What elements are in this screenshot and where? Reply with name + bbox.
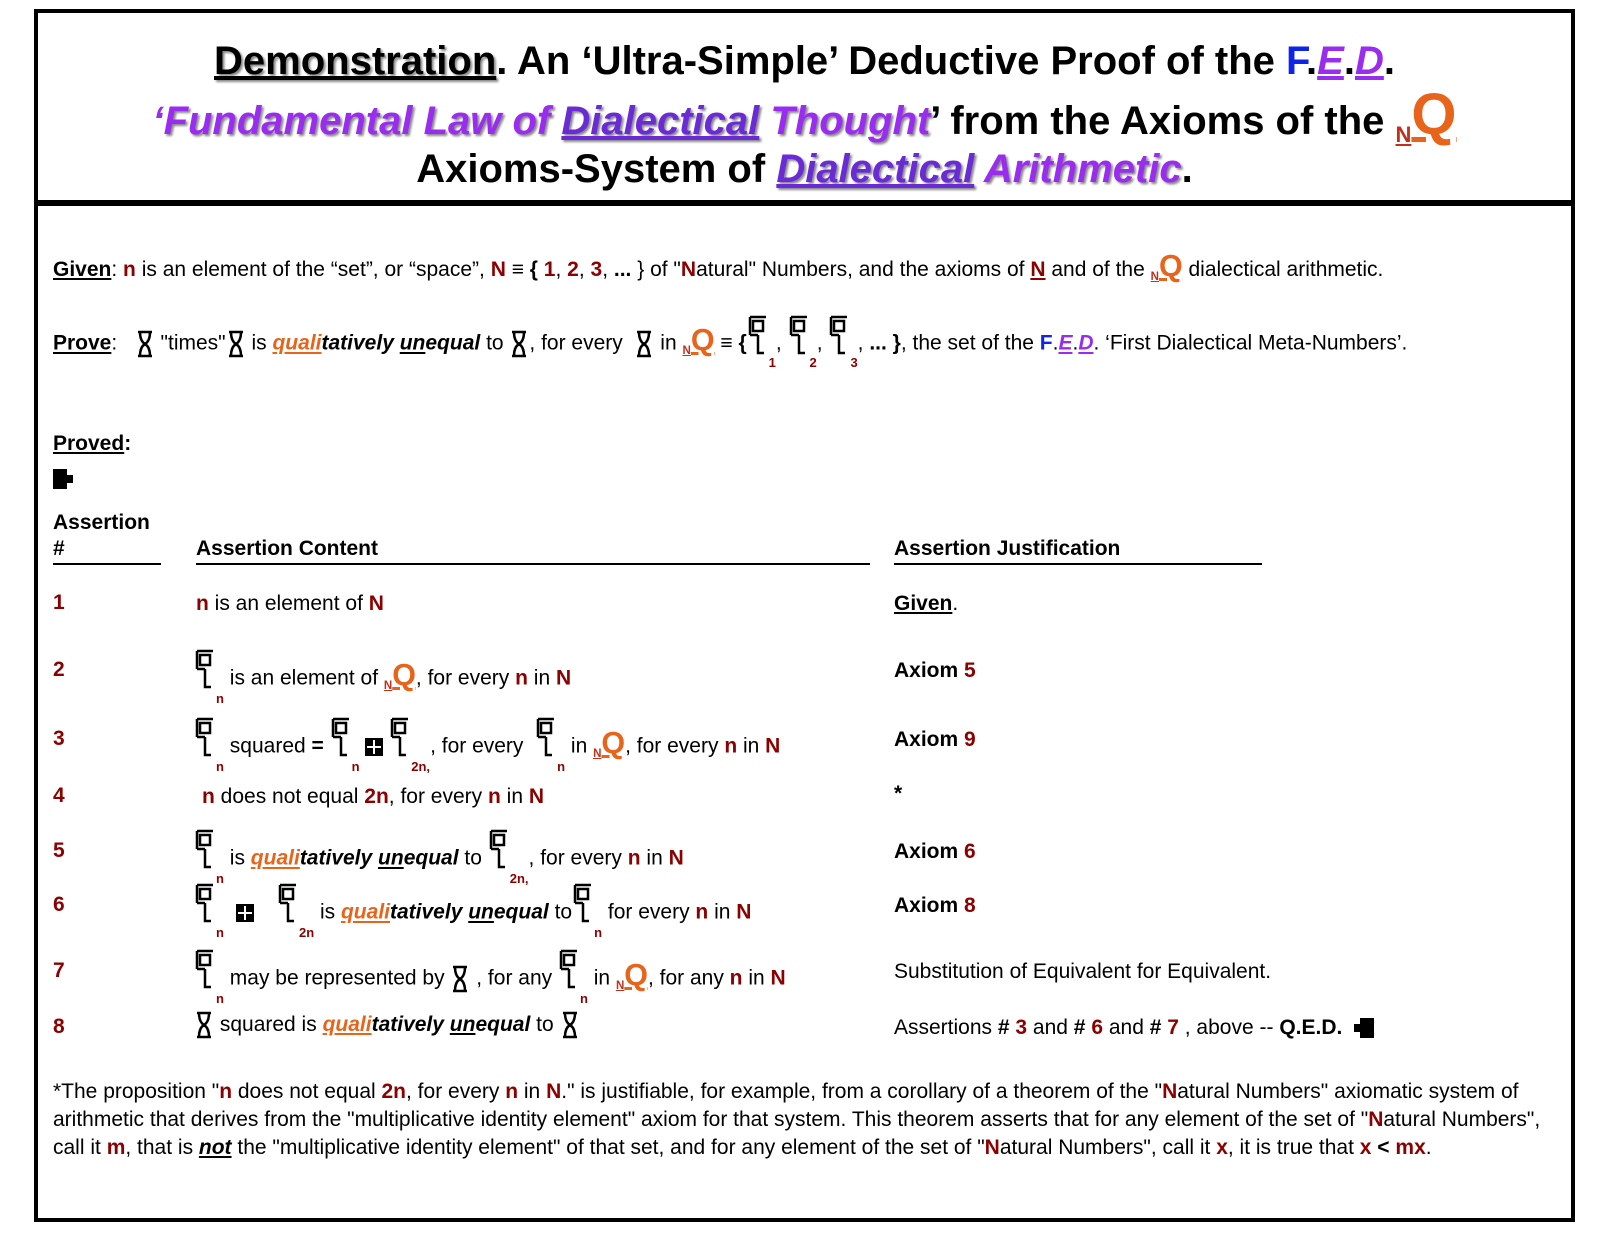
nq-symbol	[593, 719, 625, 774]
var-2n: 2n	[381, 1080, 407, 1103]
text: in	[565, 734, 594, 758]
title-line-3	[38, 145, 1571, 193]
var-n: n	[202, 785, 215, 808]
text: to	[548, 900, 573, 924]
quali-text: quali	[322, 1013, 372, 1036]
title-from-axioms: ’ from the Axioms of the	[930, 99, 1396, 143]
text: , for every	[625, 734, 725, 758]
subscript-1: 1	[768, 355, 776, 370]
text: atural Numbers" axiomatic system of arithmetic that derives from the "multiplicative identity element" axiom for that system. This theorem asserts that for any element of the set of "	[53, 1080, 1519, 1131]
nq-q: Q	[1411, 82, 1457, 147]
times-text: "times"	[154, 331, 226, 355]
text: .	[952, 592, 959, 615]
var-N: N	[528, 785, 545, 808]
title-text: . An ‘Ultra-Simple’ Deductive Proof of the	[496, 39, 1287, 83]
hourglass-icon	[450, 964, 470, 994]
text: in	[587, 966, 616, 990]
nq-q: Q	[392, 657, 416, 692]
text: is an element of	[223, 666, 384, 690]
un-text: un	[378, 846, 404, 870]
un-text: un	[399, 331, 426, 355]
proved-text: Proved	[53, 432, 125, 455]
num-3: 3	[590, 258, 603, 281]
equal-text: equal	[493, 900, 549, 924]
text: and	[1027, 1016, 1074, 1039]
fed-d: D	[1354, 39, 1384, 83]
meta-number-icon	[747, 313, 776, 375]
meta-number-icon	[330, 713, 360, 781]
meta-number-icon	[194, 945, 224, 1013]
row-number: 6	[53, 893, 65, 916]
text: to	[530, 1013, 560, 1036]
un-text: un	[449, 1013, 476, 1036]
var-N: N	[490, 258, 506, 281]
row-4-justification: *	[894, 782, 903, 805]
equiv-text: ≡ {	[714, 331, 747, 355]
meta-number-icon	[194, 945, 216, 993]
text: is an element of	[208, 592, 369, 615]
text: does not equal	[214, 785, 365, 808]
text: , for any	[470, 966, 558, 990]
subscript-2n: 2n,	[411, 759, 431, 774]
text: , above --	[1178, 1016, 1280, 1039]
row-7-content	[194, 945, 786, 1013]
equal-text: equal	[425, 331, 481, 355]
hash: #	[1149, 1016, 1168, 1039]
var-2n: 2n	[364, 785, 389, 808]
hash: #	[997, 1016, 1016, 1039]
axiom-number: 5	[964, 659, 976, 682]
text: in	[500, 785, 529, 808]
just-given: Given	[894, 592, 953, 615]
title-demonstration: Demonstration	[214, 39, 497, 83]
hourglass-icon	[135, 329, 155, 359]
meta-number-icon	[389, 713, 411, 761]
row-number: 8	[53, 1015, 65, 1038]
nq-q: Q	[624, 957, 648, 992]
text: Axiom	[894, 894, 965, 917]
text: .	[1425, 1136, 1432, 1159]
meta-number-icon	[558, 945, 588, 1013]
nq-symbol	[1395, 82, 1457, 151]
row-3-justification	[894, 727, 976, 753]
hourglass-icon	[560, 1010, 580, 1040]
meta-number-icon	[194, 645, 216, 693]
tatively-text: tatively	[321, 331, 400, 355]
text: , for every	[430, 734, 530, 758]
box-plus-operator-icon	[365, 738, 383, 756]
num-1: 1	[543, 258, 556, 281]
title-line-2	[38, 82, 1571, 151]
given-of: } of "	[631, 258, 681, 281]
row-8-content	[194, 1005, 580, 1045]
meta-number-icon	[194, 713, 216, 761]
assertion-ref: 3	[1015, 1016, 1028, 1039]
quali-text: quali	[340, 900, 390, 924]
text: in	[708, 900, 737, 924]
var-N: N	[546, 1080, 562, 1103]
meta-number-icon	[558, 945, 580, 993]
var-n: n	[505, 1080, 519, 1103]
text: is	[223, 846, 251, 870]
qed-tombstone-icon	[1360, 1018, 1374, 1038]
text: *The proposition "	[53, 1080, 220, 1103]
var-n: n	[724, 734, 738, 758]
subscript-2: 2	[809, 355, 817, 370]
row-1-content	[196, 591, 384, 617]
var-n: n	[627, 846, 641, 870]
subscript-n: n	[216, 925, 224, 940]
hash: #	[1073, 1016, 1092, 1039]
subscript-n: n	[351, 759, 360, 774]
row-4-content	[202, 784, 544, 810]
qed-text: Q.E.D.	[1279, 1016, 1343, 1039]
hourglass-icon	[509, 329, 529, 359]
text: squared is	[214, 1013, 323, 1036]
text: Assertions	[894, 1016, 998, 1039]
meta-number-icon	[488, 825, 510, 873]
row-2-justification	[894, 658, 976, 684]
meta-number-icon	[572, 879, 594, 927]
num-2: 2	[567, 258, 579, 281]
subscript-n: n	[216, 991, 224, 1006]
for-every-text: , for every	[529, 331, 629, 355]
text: and	[1103, 1016, 1150, 1039]
hourglass-icon	[194, 1010, 214, 1040]
text: squared	[223, 734, 312, 758]
meta-number-icon	[194, 713, 224, 781]
text: Axiom	[894, 728, 965, 751]
box-plus-operator-icon	[236, 904, 254, 922]
var-n: n	[123, 258, 136, 281]
header-underline	[196, 563, 870, 565]
row-2-content	[194, 645, 571, 713]
text: ." is justifiable, for example, from a corollary of a theorem of the "	[561, 1080, 1163, 1103]
header-underline	[894, 563, 1262, 565]
title-dialectical-2: Dialectical	[776, 147, 975, 191]
quali-text: quali	[272, 331, 322, 355]
given-text-3: and of the	[1045, 258, 1151, 281]
row-1-justification	[894, 591, 958, 617]
text: to	[458, 846, 488, 870]
text: may be represented by	[223, 966, 451, 990]
given-line: Given: n is an element of the “set”, or “space”, N ≡ { 1, 2, 3, ... } of "Natural" Numbers, and the axioms of N and of the NQ dialectical arithmetic.	[53, 253, 1383, 286]
row-6-justification	[894, 893, 976, 919]
var-n: n	[488, 785, 501, 808]
text: is	[314, 900, 341, 924]
meta-number-icon	[194, 645, 224, 713]
text: , for every	[528, 846, 628, 870]
not-text: not	[198, 1136, 232, 1159]
text: in	[640, 846, 669, 870]
footnote	[53, 1078, 1553, 1162]
quote-mark: ‘	[152, 99, 164, 143]
text: in	[742, 966, 771, 990]
nq-symbol	[1150, 249, 1183, 286]
meta-number-icon	[330, 713, 352, 761]
equal-text: equal	[403, 846, 459, 870]
meta-number-icon	[277, 879, 314, 947]
nq-symbol	[616, 951, 648, 1006]
nq-sub: N	[682, 344, 691, 357]
axiom-number: 8	[964, 894, 976, 917]
tatively-text: tatively	[299, 846, 379, 870]
less-than: <	[1371, 1136, 1396, 1159]
given-text: is an element of the “set”, or “space”,	[135, 258, 491, 281]
meta-number-icon	[788, 313, 810, 357]
row-6-content	[194, 879, 751, 947]
text: in	[737, 734, 766, 758]
title-axioms-system: Axioms-System of	[416, 147, 777, 191]
nq-symbol	[682, 318, 714, 369]
var-n: n	[515, 666, 528, 690]
text: , it is true that	[1227, 1136, 1360, 1159]
var-m: m	[106, 1136, 126, 1159]
row-number: 5	[53, 839, 65, 862]
subscript-2n: 2n,	[509, 871, 529, 886]
subscript-n: n	[594, 925, 603, 940]
var-n: n	[196, 592, 209, 615]
text: atural Numbers", call it	[53, 1108, 1541, 1159]
document-frame	[34, 9, 1575, 1222]
assertion-ref: 6	[1091, 1016, 1103, 1039]
given-text-2: atural" Numbers, and the axioms of	[696, 258, 1031, 281]
meta-number-icon	[535, 713, 557, 761]
subscript-n: n	[216, 691, 224, 706]
header-underline	[53, 563, 161, 565]
given-text-4: dialectical arithmetic.	[1182, 258, 1384, 281]
meta-number-icon	[535, 713, 565, 781]
var-n: n	[695, 900, 709, 924]
text: Axiom	[894, 659, 965, 682]
fed-f: F	[1286, 39, 1307, 83]
axiom-number: 9	[964, 728, 976, 751]
var-N: N	[984, 1136, 1000, 1159]
row-number: 4	[53, 784, 65, 807]
hourglass-icon	[226, 329, 246, 359]
prove-text-2: . ‘First Dialectical Meta-Numbers’.	[1093, 331, 1408, 355]
var-N: N	[765, 734, 781, 758]
var-N: N	[770, 966, 786, 990]
meta-number-icon	[828, 313, 857, 375]
assertion-ref: 7	[1167, 1016, 1179, 1039]
nq-sub: N	[615, 979, 625, 992]
meta-number-icon	[572, 879, 602, 947]
subscript-n: n	[216, 759, 224, 774]
subscript-n: n	[557, 759, 566, 774]
quali-text: quali	[250, 846, 300, 870]
text: Axiom	[894, 840, 965, 863]
var-N: N	[680, 258, 697, 281]
ellipsis: ... }	[869, 331, 901, 355]
nq-q: Q	[601, 725, 626, 760]
var-N: N	[736, 900, 752, 924]
nq-q: Q	[690, 322, 715, 357]
prove-label: Prove	[53, 331, 112, 355]
in-text: in	[654, 331, 683, 355]
title-line-1: Demonstration. An ‘Ultra-Simple’ Deductive Proof of the F.E.D.	[214, 39, 1395, 83]
var-mx: mx	[1395, 1136, 1426, 1159]
text: in	[527, 666, 556, 690]
proved-label: Proved:	[53, 432, 132, 455]
prove-text: , the set of the	[900, 331, 1040, 355]
text: , for every	[406, 1080, 506, 1103]
row-8-justification	[894, 1015, 1374, 1041]
un-text: un	[468, 900, 494, 924]
row-number: 1	[53, 591, 65, 614]
given-label: Given	[53, 258, 112, 281]
var-N: N	[1030, 258, 1046, 281]
hourglass-icon	[634, 329, 654, 359]
subscript-n: n	[216, 871, 224, 886]
subscript-n: n	[579, 991, 588, 1006]
tatively-text: tatively	[371, 1013, 450, 1036]
equiv-brace: ≡ {	[505, 258, 544, 281]
meta-number-icon	[389, 713, 430, 781]
text: atural Numbers", call it	[999, 1136, 1217, 1159]
text: for every	[602, 900, 696, 924]
title-box	[38, 13, 1571, 206]
nq-symbol	[384, 651, 416, 706]
nq-sub: N	[1150, 271, 1159, 284]
row-5-justification	[894, 839, 976, 865]
qed-tombstone-icon	[53, 469, 67, 489]
equal-text: equal	[475, 1013, 531, 1036]
given-colon: :	[111, 258, 124, 281]
meta-number-icon	[788, 313, 817, 375]
meta-number-icon	[194, 879, 216, 927]
var-N: N	[1368, 1108, 1384, 1131]
subscript-3: 3	[850, 355, 858, 370]
header-justification: Assertion Justification	[894, 537, 1121, 560]
var-n: n	[729, 966, 743, 990]
tatively-text: tatively	[390, 900, 469, 924]
meta-number-icon	[194, 879, 224, 947]
equals-sign: =	[311, 734, 324, 758]
fed-e: E	[1058, 331, 1073, 355]
title-arithmetic: Arithmetic	[974, 147, 1182, 191]
nq-sub: N	[593, 747, 602, 760]
var-N: N	[668, 846, 684, 870]
text: the "multiplicative identity element" of that set, and for any element of the set of "	[231, 1136, 985, 1159]
to-text: to	[480, 331, 510, 355]
var-n: n	[219, 1080, 233, 1103]
title-dialectical: Dialectical	[561, 99, 760, 143]
title-period: .	[1181, 147, 1193, 191]
var-x: x	[1359, 1136, 1372, 1159]
title-law: Fundamental Law of	[163, 99, 562, 143]
row-number: 2	[53, 658, 65, 681]
var-N: N	[555, 666, 572, 690]
var-N: N	[368, 592, 384, 615]
axiom-number: 6	[964, 840, 976, 863]
text: , for every	[388, 785, 488, 808]
fed-e: E	[1317, 39, 1344, 83]
text: in	[518, 1080, 547, 1103]
meta-number-icon	[277, 879, 299, 927]
nq-q: Q	[1158, 249, 1183, 283]
prove-line: Prove: "times" is qualitatively unequal to , for every in NQ ≡ {$_1$, $_2$, $_3$, ... }, the set of the F.E.D. ‘First Dialectical Meta-Numbers’.	[53, 313, 1407, 375]
text: , for every	[415, 666, 516, 690]
fed-f: F	[1039, 331, 1053, 355]
header-assertion: Assertion	[53, 511, 150, 534]
text: , that is	[125, 1136, 199, 1159]
qed-tombstone-icon	[53, 469, 67, 489]
title-thought: Thought	[759, 99, 931, 143]
text: does not equal	[232, 1080, 382, 1103]
header-content: Assertion Content	[196, 537, 379, 560]
var-N: N	[1162, 1080, 1178, 1103]
is-text: is	[245, 331, 273, 355]
header-hash: #	[53, 537, 65, 560]
meta-number-icon	[747, 313, 769, 357]
meta-number-icon	[194, 825, 216, 873]
text: , for any	[647, 966, 730, 990]
nq-sub: N	[383, 679, 393, 692]
fed-d: D	[1078, 331, 1094, 355]
row-3-content	[194, 713, 780, 781]
meta-number-icon	[828, 313, 850, 357]
subscript-2n: 2n	[298, 925, 315, 940]
row-number: 3	[53, 727, 65, 750]
ellipsis: ...	[613, 258, 632, 281]
nq-sub: N	[1395, 121, 1412, 147]
row-7-justification: Substitution of Equivalent for Equivalent.	[894, 960, 1272, 983]
row-number: 7	[53, 959, 65, 982]
var-x: x	[1216, 1136, 1228, 1159]
